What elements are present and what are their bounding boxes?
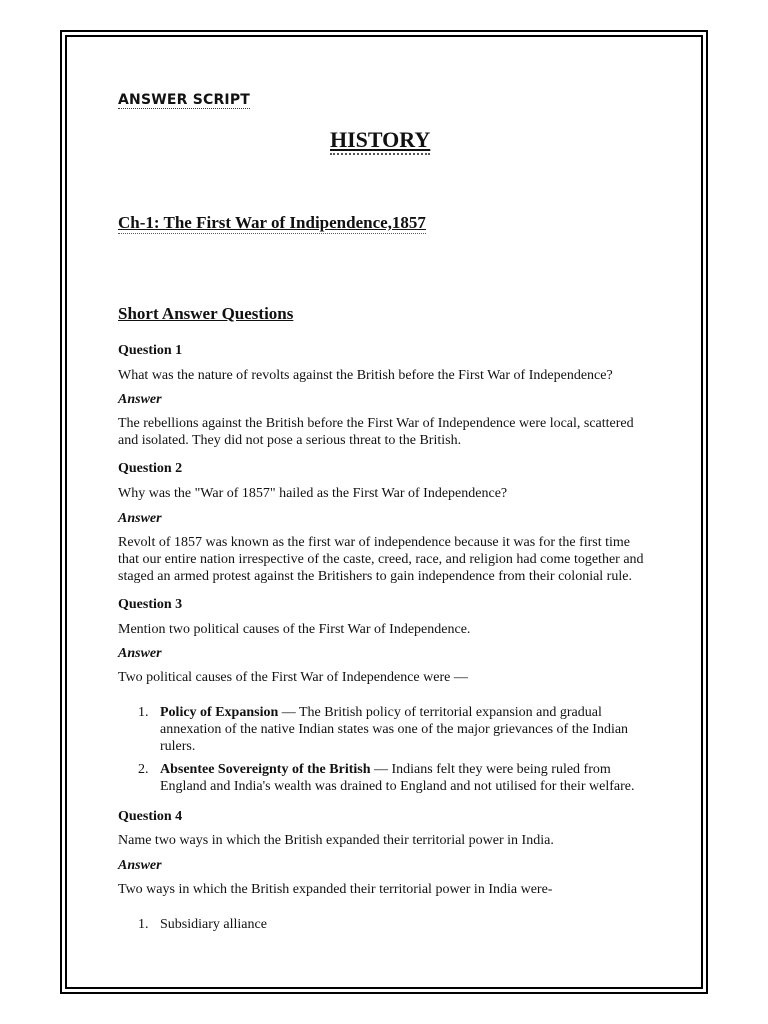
chapter-title: Ch-1: The First War of Indipendence,1857 [118, 213, 426, 232]
answer-1-line: and isolated. They did not pose a serious threat to the British. [118, 433, 462, 448]
answer-2-label: Answer [118, 511, 162, 526]
answer-3-list [138, 704, 635, 795]
question-4-line: Name two ways in which the British expanded their territorial power in India. [118, 833, 554, 848]
list-text: Subsidiary alliance [160, 917, 267, 932]
list-text: Indians felt they were being ruled from [391, 762, 611, 777]
list-term: Absentee Sovereignty of the British [160, 762, 371, 777]
list-text: annexation of the native Indian states was one of the major grievances of the Indian [160, 722, 629, 737]
answer-2-line: Revolt of 1857 was known as the first war of independence because it was for the first time [118, 535, 631, 550]
question-4-text [118, 832, 648, 849]
subject-title: HISTORY [330, 128, 430, 155]
list-item [138, 761, 635, 795]
list-item [138, 704, 635, 755]
list-separator: — [278, 705, 299, 720]
answer-2-line: that our entire nation irrespective of the caste, creed, race, and religion had come together and [118, 552, 644, 567]
list-number: 1. [138, 917, 149, 932]
question-4-label: Question 4 [118, 809, 183, 824]
question-1-label: Question 1 [118, 343, 183, 358]
answer-4-text [118, 881, 648, 898]
list-number: 1. [138, 705, 149, 720]
answer-1-line: The rebellions against the British before the First War of Independence were local, scattered [118, 416, 634, 431]
question-2-label: Question 2 [118, 461, 183, 476]
question-3-label: Question 3 [118, 597, 183, 612]
list-number: 2. [138, 762, 149, 777]
answer-3-text [118, 669, 648, 686]
answer-3-line: Two political causes of the First War of Independence were — [118, 670, 468, 685]
list-term: Policy of Expansion [160, 705, 279, 720]
answer-4-label: Answer [118, 858, 162, 873]
list-text: The British policy of territorial expansion and gradual [299, 705, 602, 720]
list-text: rulers. [160, 739, 196, 754]
question-2-line: Why was the "War of 1857" hailed as the First War of Independence? [118, 486, 508, 501]
answer-2-text [118, 534, 648, 585]
list-text: England and India's wealth was drained to England and not utilised for their welfare. [160, 779, 635, 794]
question-3-text [118, 621, 648, 638]
question-2-text [118, 485, 648, 502]
answer-1-text [118, 415, 648, 449]
list-separator: — [370, 762, 392, 777]
list-item [138, 916, 267, 933]
question-1-text [118, 367, 648, 384]
answer-2-line: staged an armed protest against the Britishers to gain independence from their colonial rule. [118, 569, 632, 584]
script-label: ANSWER SCRIPT [118, 92, 251, 108]
question-1-line: What was the nature of revolts against the British before the First War of Independence? [118, 368, 613, 383]
answer-1-label: Answer [118, 392, 162, 407]
section-heading: Short Answer Questions [118, 304, 294, 323]
question-3-line: Mention two political causes of the First War of Independence. [118, 622, 471, 637]
answer-4-line: Two ways in which the British expanded their territorial power in India were- [118, 882, 553, 897]
answer-4-list [138, 916, 267, 933]
answer-3-label: Answer [118, 646, 162, 661]
